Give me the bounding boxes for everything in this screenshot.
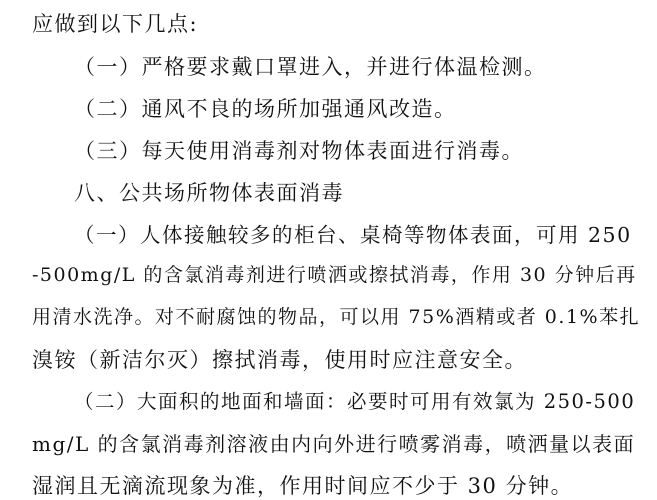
text-line-para1-c: 用清水洗净。对不耐腐蚀的物品，可以用 75%酒精或者 0.1%苯扎 <box>32 306 641 328</box>
text-line-para1-a: （一）人体接触较多的柜台、桌椅等物体表面，可用 250 <box>74 223 632 247</box>
text-line-intro: 应做到以下几点: <box>32 12 199 36</box>
text-line-para2-c: 湿润且无滴流现象为准，作用时间应不少于 30 分钟。 <box>32 474 574 498</box>
text-line-para1-b: -500mg/L 的含氯消毒剂进行喷洒或擦拭消毒，作用 30 分钟后再 <box>32 264 637 286</box>
text-line-para2-b: mg/L 的含氯消毒剂溶液由内向外进行喷雾消毒，喷洒量以表面 <box>32 432 636 456</box>
text-line-para1-d: 溴铵（新洁尔灭）擦拭消毒，使用时应注意安全。 <box>32 348 527 372</box>
text-line-para2-a: （二）大面积的地面和墙面：必要时可用有效氯为 250-500 <box>74 390 636 413</box>
text-line-item-2: （二）通风不良的场所加强通风改造。 <box>74 97 457 121</box>
text-line-item-1: （一）严格要求戴口罩进入，并进行体温检测。 <box>74 55 547 79</box>
section-heading: 八、公共场所物体表面消毒 <box>74 181 344 205</box>
text-line-item-3: （三）每天使用消毒剂对物体表面进行消毒。 <box>74 139 524 163</box>
